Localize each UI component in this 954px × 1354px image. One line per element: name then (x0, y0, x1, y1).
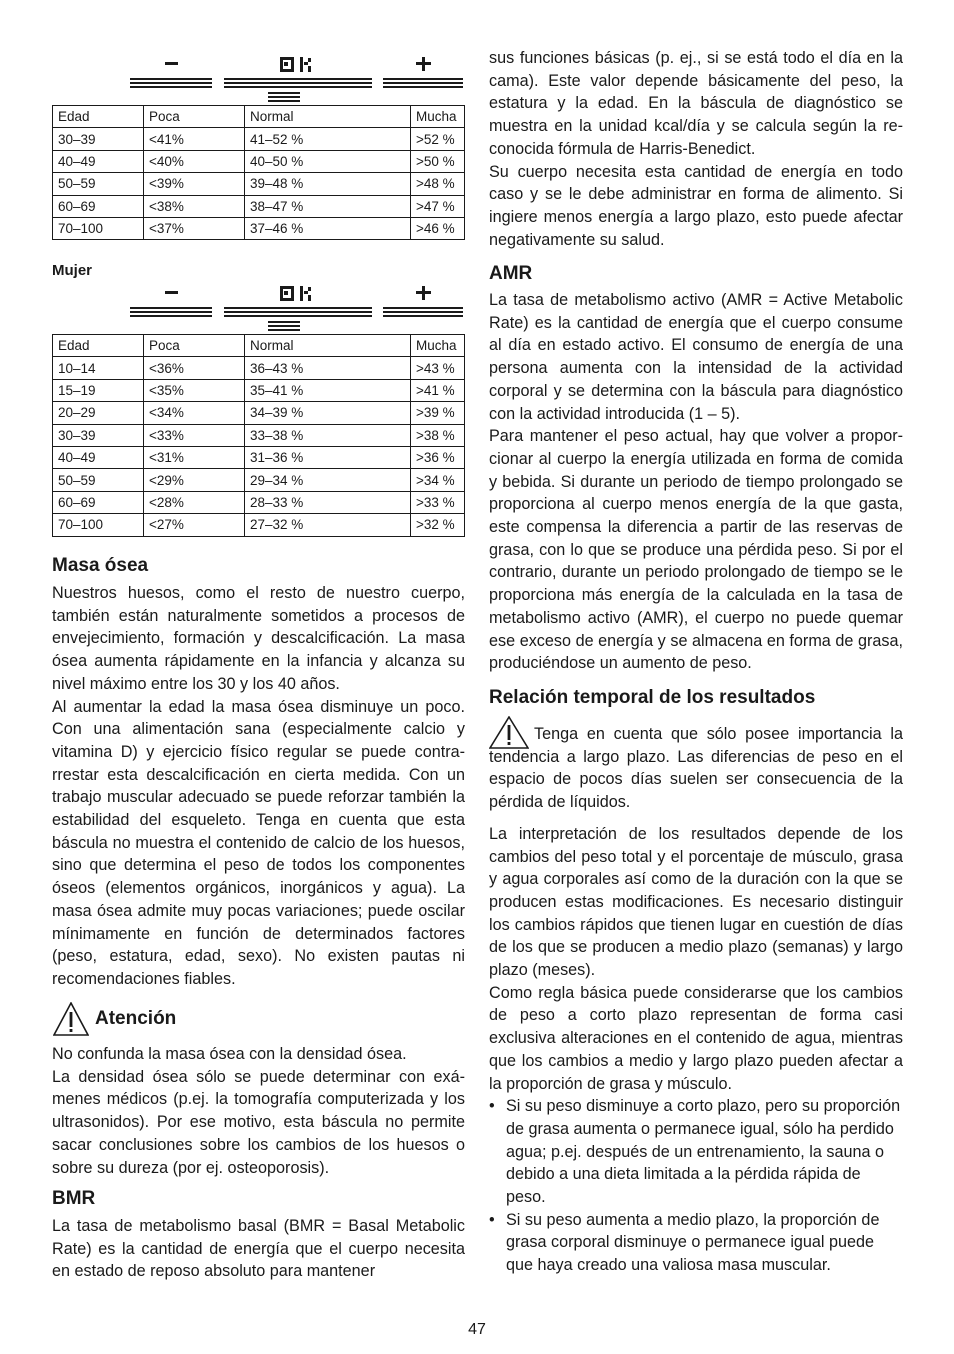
table-cell: <29% (144, 469, 245, 491)
relation-bullet-list (489, 1095, 903, 1277)
table-cell: >47 % (411, 195, 465, 217)
table-cell: >52 % (411, 128, 465, 150)
page-number: 47 (468, 1321, 486, 1338)
table-cell: >50 % (411, 150, 465, 172)
table-row (53, 424, 465, 446)
table-cell: >38 % (411, 424, 465, 446)
list-item: • Si su peso disminuye a corto plazo, pero su proporción de grasa aumenta o permanece igual, sólo ha perdido agua; p.ej. después de un entrenamiento, la sauna o debido a una dieta limitada a la pérdida rápida de peso. (489, 1097, 901, 1207)
table-cell: >36 % (411, 446, 465, 468)
table-cell: <35% (144, 379, 245, 401)
scale-display-indicator-icon (52, 56, 465, 106)
relation-warning (489, 723, 903, 814)
table-cell: <39% (144, 173, 245, 195)
table-cell: Normal (245, 335, 411, 357)
table-cell: 27–32 % (245, 514, 411, 536)
men-muscle-table (52, 105, 465, 240)
table-header-row (53, 335, 465, 357)
table-cell: >41 % (411, 379, 465, 401)
bmr-paragraph: Su cuerpo necesita esta cantidad de energía en todo caso y se le debe administrar en forma de alimento. Si ingiere menos energía a largo plazo, esto puede afectar negativamente su salud. (489, 162, 903, 249)
warning-triangle-icon (53, 1002, 89, 1036)
table-cell: <38% (144, 195, 245, 217)
women-muscle-table (52, 334, 465, 537)
bmr-heading: BMR (52, 1188, 96, 1209)
table-cell: 29–34 % (245, 469, 411, 491)
list-item: • Si su peso aumenta a medio plazo, la proporción de grasa corporal disminuye o permanece igual puede que haya creado una valiosa masa muscular. (489, 1210, 880, 1275)
bmr-continuation (489, 47, 903, 251)
table-cell: 36–43 % (245, 357, 411, 379)
table-cell: 31–36 % (245, 446, 411, 468)
table-cell: 40–50 % (245, 150, 411, 172)
table-row (53, 402, 465, 424)
bone-mass-section (52, 554, 465, 991)
table-cell: 34–39 % (245, 402, 411, 424)
table-cell: >43 % (411, 357, 465, 379)
bmr-paragraph: La tasa de metabolismo basal (BMR = Basal Metabolic Rate) es la cantidad de energía que el cuerpo necesita en estado de reposo absoluto para mantener (52, 1217, 465, 1281)
table-cell: 20–29 (53, 402, 144, 424)
relation-heading: Relación temporal de los resultados (489, 687, 816, 708)
relation-section (489, 686, 903, 1277)
bmr-section (52, 1187, 465, 1283)
table-cell: 41–52 % (245, 128, 411, 150)
table-cell: >46 % (411, 217, 465, 239)
table-cell: 60–69 (53, 491, 144, 513)
table-cell: 30–39 (53, 128, 144, 150)
table-cell: 40–49 (53, 150, 144, 172)
table-cell: 38–47 % (245, 195, 411, 217)
scale-display-indicator-icon (52, 285, 465, 335)
table-cell: <31% (144, 446, 245, 468)
relation-paragraph: Como regla básica puede considerarse que los cambios de peso a corto plazo representan de forma casi exclusiva alteraciones en el contenido de agua, mientras que los cambios a medio y largo plazo pueden afectar a la proporción de grasa y músculo. (489, 983, 903, 1093)
table-cell: 10–14 (53, 357, 144, 379)
amr-paragraph: La tasa de metabolismo activo (AMR = Active Metabolic Rate) es la cantidad de energía que el cuerpo consume al día en estado activo. El consumo de energía de una persona aumenta con la intensidad de la actividad corporal y se determina con la báscula para diagnóstico con la actividad introducida (1 – 5). (489, 291, 903, 423)
attention-heading: Atención (95, 1008, 177, 1029)
table-row (53, 469, 465, 491)
amr-heading: AMR (489, 263, 533, 284)
table-cell: Poca (144, 335, 245, 357)
table-row (53, 195, 465, 217)
bone-mass-paragraph: Al aumentar la edad la masa ósea disminuye un poco. Con una alimentación sana (especialmente calcio y vitamina D) y ejercicio físico regular se puede contrarrestar esta descalcificación en cierta medida. Con un trabajo muscular adecuado se puede reforzar también la estabilidad del esqueleto. Tenga en cuenta que esta báscula no muestra el contenido de calcio de los huesos, sino que determina el peso de todos los componentes óseos (elementos orgánicos, inorgánicos y agua). La masa ósea admite muy pocas variaciones; puede oscilar mínimamente en función de determinados factores (peso, estatura, edad, sexo). No existen pautas ni recomendaciones fiables. (52, 697, 465, 988)
table-row (53, 491, 465, 513)
table-cell: >34 % (411, 469, 465, 491)
table-row (53, 357, 465, 379)
amr-section (489, 262, 903, 675)
attention-paragraph: La densidad ósea sólo se puede determinar con exámenes médicos (p.ej. la tomografía computerizada y los ultrasonidos). Por ese motivo, esta báscula no permite sacar conclusiones sobre los cambios de los huesos o sobre su dureza (por ej. osteoporosis). (52, 1067, 465, 1177)
table-row (53, 128, 465, 150)
relation-warning-text: Tenga en cuenta que sólo posee importancia la tendencia a largo plazo. Las diferencias de peso en el espacio de pocos días suelen ser consecuencia de la pérdida de líquidos. (489, 725, 903, 812)
table-cell: <33% (144, 424, 245, 446)
table-row (53, 514, 465, 536)
bone-mass-paragraph: Nuestros huesos, como el resto de nuestro cuerpo, también están naturalmente sometidos a procesos de envejecimiento, formación y descalcificación. La masa ósea aumenta rápidamente en la infancia y alcanza su nivel máximo entre los 30 y los 40 años. (52, 584, 465, 693)
table-cell: 35–41 % (245, 379, 411, 401)
table-cell: Normal (245, 106, 411, 128)
table-cell: 33–38 % (245, 424, 411, 446)
table-cell: Mucha (411, 106, 465, 128)
relation-paragraph: La interpretación de los resultados depende de los cambios del peso total y el porcentaje de músculo, grasa y agua corporales así como de la duración con la que se producen estas modificaciones. Es necesario distinguir los cambios rápidos que tienen lugar en cuestión de días de los que se producen a medio plazo (semanas) y largo plazo (meses). (489, 824, 903, 980)
table-row (53, 150, 465, 172)
table-cell: 50–59 (53, 469, 144, 491)
women-label: Mujer (52, 262, 93, 279)
table-cell: 28–33 % (245, 491, 411, 513)
table-cell: Mucha (411, 335, 465, 357)
table-cell: Edad (53, 335, 144, 357)
bullet-icon: • (489, 1097, 495, 1116)
bullet-icon: • (489, 1210, 495, 1229)
attention-section (52, 1002, 465, 1179)
bone-mass-heading: Masa ósea (52, 555, 149, 576)
table-cell: <27% (144, 514, 245, 536)
table-cell: >33 % (411, 491, 465, 513)
table-cell: 60–69 (53, 195, 144, 217)
table-cell: >39 % (411, 402, 465, 424)
table-cell: 40–49 (53, 446, 144, 468)
table-cell: 37–46 % (245, 217, 411, 239)
amr-paragraph: Para mantener el peso actual, hay que volver a proporcionar al cuerpo la energía utilizada en forma de comida y bebida. Si durante un periodo de tiempo prolongado se proporciona al cuerpo menos energía de la que gasta, este compensa la diferencia a partir de las reservas de grasa, con lo que se produce una pérdida peso. Si por el contrario, durante un periodo prolongado de tiempo se le proporciona más energía de la calculada en la tasa de metabolismo activo (AMR), el cuerpo no puede quemar ese exceso de energía y se almacena en forma de grasa, produciéndose un aumento de peso. (489, 427, 903, 673)
table-cell: >48 % (411, 173, 465, 195)
table-cell: >32 % (411, 514, 465, 536)
table-cell: <37% (144, 217, 245, 239)
table-cell: Poca (144, 106, 245, 128)
table-header-row (53, 106, 465, 128)
table-cell: <40% (144, 150, 245, 172)
table-cell: Edad (53, 106, 144, 128)
table-cell: <28% (144, 491, 245, 513)
table-cell: 70–100 (53, 217, 144, 239)
table-cell: 50–59 (53, 173, 144, 195)
table-cell: 39–48 % (245, 173, 411, 195)
table-cell: <41% (144, 128, 245, 150)
warning-triangle-icon (489, 716, 529, 749)
bmr-paragraph: sus funciones básicas (p. ej., si se está todo el día en la cama). Este valor depende básicamente del peso, la estatura y la edad. En la báscula de diagnóstico se muestra en la unidad kcal/día y se calcula según la reconocida fórmula de Harris-Benedict. (489, 49, 903, 158)
table-cell: 70–100 (53, 514, 144, 536)
table-row (53, 217, 465, 239)
table-cell: <34% (144, 402, 245, 424)
attention-paragraph: No confunda la masa ósea con la densidad ósea. (52, 1045, 407, 1063)
table-row (53, 173, 465, 195)
table-cell: 15–19 (53, 379, 144, 401)
table-row (53, 446, 465, 468)
table-cell: <36% (144, 357, 245, 379)
table-cell: 30–39 (53, 424, 144, 446)
table-row (53, 379, 465, 401)
